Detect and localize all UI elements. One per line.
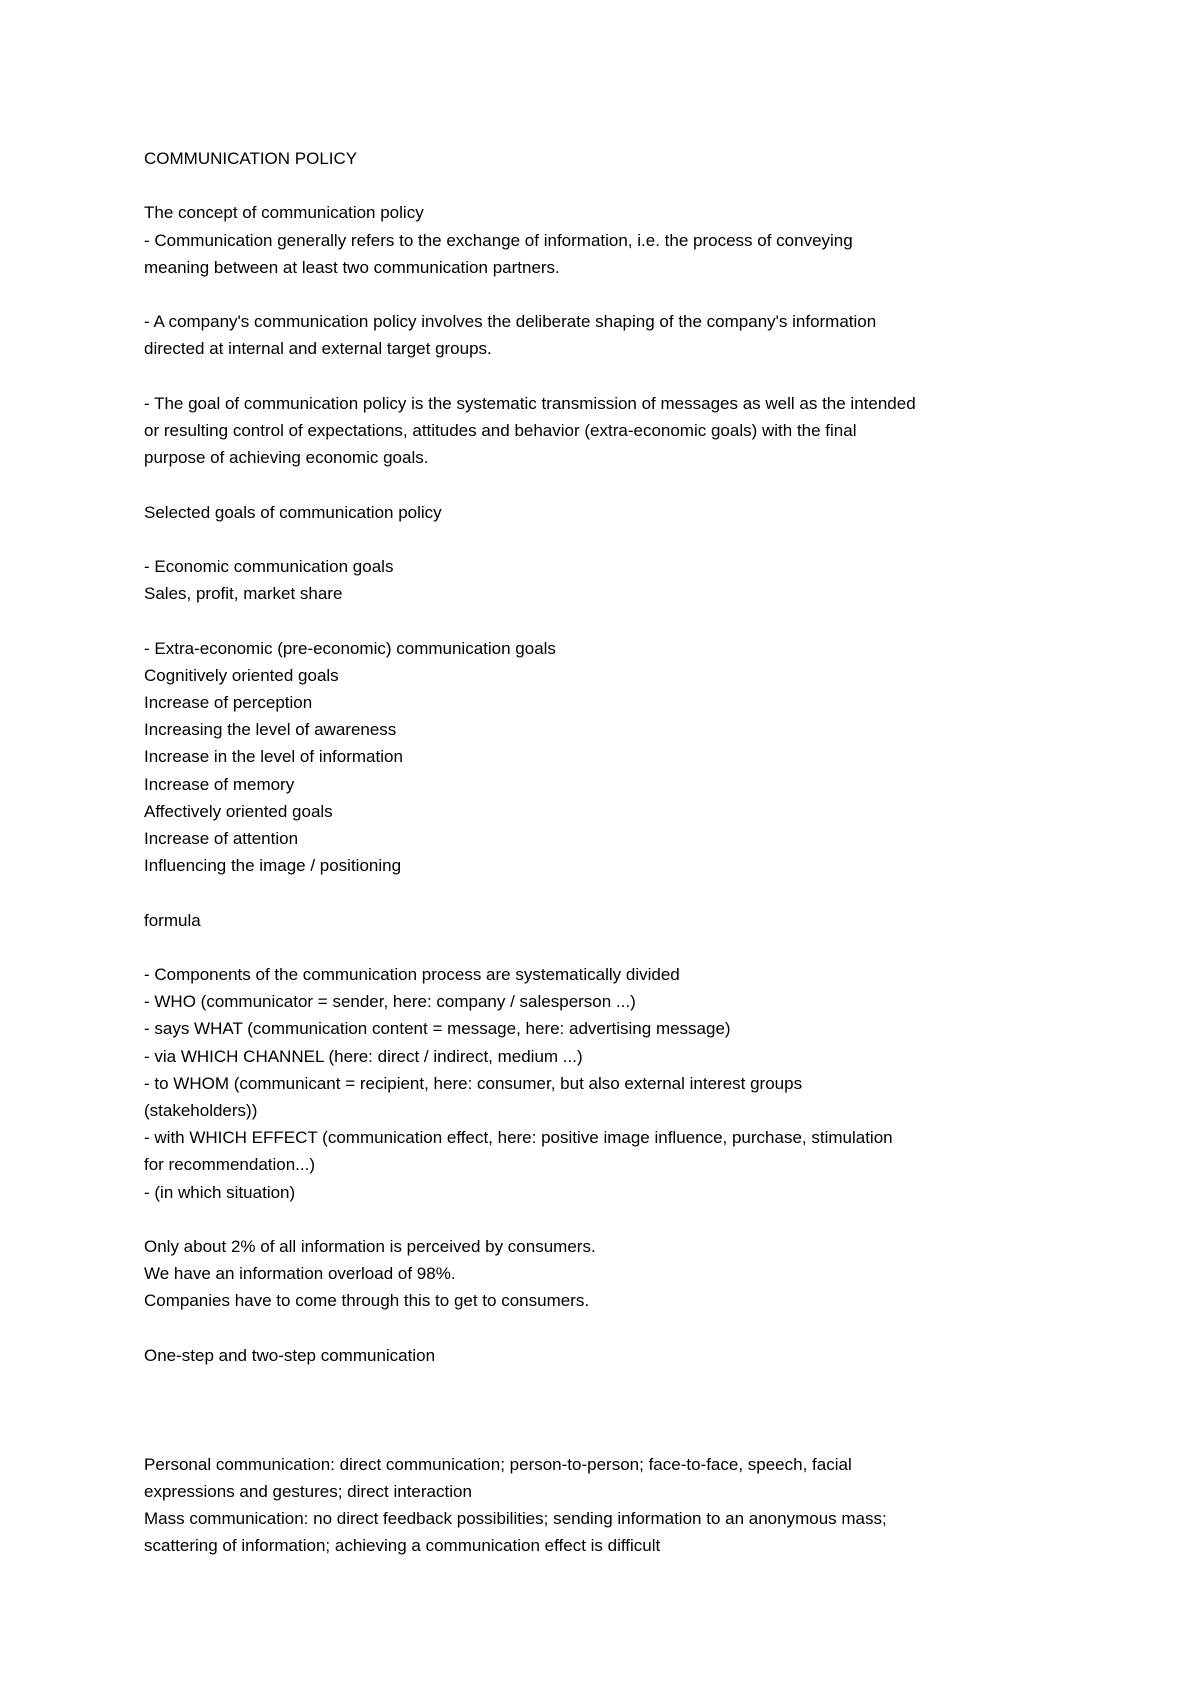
list-item: Cognitively oriented goals [144,665,339,685]
spacer [144,172,1084,199]
document-title: COMMUNICATION POLICY [144,149,358,168]
list-item: - to WHOM (communicant = recipient, here: consumer, but also external interest groups [144,1073,803,1093]
spacer [144,1369,1084,1451]
paragraph-line: Mass communication: no direct feedback possibilities; sending information to an anonymous mass; [144,1508,887,1528]
paragraph-line: Companies have to come through this to get to consumers. [144,1291,590,1311]
concept-heading: The concept of communication policy [144,203,424,223]
paragraph-line: purpose of achieving economic goals. [144,448,429,468]
paragraph-line: expressions and gestures; direct interaction [144,1481,472,1501]
paragraph-line: Personal communication: direct communication; person-to-person; face-to-face, speech, facial [144,1454,852,1474]
steps-heading: One-step and two-step communication [144,1345,436,1365]
list-item: (stakeholders)) [144,1100,258,1120]
spacer [144,1315,1084,1342]
spacer [144,471,1084,498]
list-item: Influencing the image / positioning [144,856,402,876]
list-item: - WHO (communicator = sender, here: company / salesperson ...) [144,992,636,1012]
spacer [144,607,1084,634]
list-item: - via WHICH CHANNEL (here: direct / indirect, medium ...) [144,1046,583,1066]
list-item: for recommendation...) [144,1155,316,1175]
list-item: Increasing the level of awareness [144,720,397,740]
spacer [144,526,1084,553]
paragraph-line: or resulting control of expectations, attitudes and behavior (extra-economic goals) with the final [144,420,857,440]
list-item: - says WHAT (communication content = message, here: advertising message) [144,1019,731,1039]
spacer [144,879,1084,906]
spacer [144,1206,1084,1233]
goals-heading: Selected goals of communication policy [144,502,442,522]
paragraph-line: scattering of information; achieving a communication effect is difficult [144,1536,661,1556]
list-item: - Components of the communication process are systematically divided [144,964,680,984]
list-item: Increase of memory [144,774,295,794]
paragraph-line: - The goal of communication policy is the systematic transmission of messages as well as the intended [144,393,916,413]
paragraph-line: Only about 2% of all information is perceived by consumers. [144,1236,596,1256]
list-item: Sales, profit, market share [144,584,343,604]
list-item: Increase of attention [144,828,299,848]
paragraph-line: We have an information overload of 98%. [144,1264,456,1284]
formula-heading: formula [144,910,201,930]
list-item: Affectively oriented goals [144,801,333,821]
paragraph-line: - Communication generally refers to the exchange of information, i.e. the process of conveying [144,230,853,250]
spacer [144,281,1084,308]
list-item: - Extra-economic (pre-economic) communication goals [144,638,556,658]
list-item: Increase of perception [144,692,313,712]
list-item: - with WHICH EFFECT (communication effect, here: positive image influence, purchase, stimulation [144,1128,893,1148]
spacer [144,363,1084,390]
paragraph-line: - A company's communication policy involves the deliberate shaping of the company's information [144,312,877,332]
list-item: - Economic communication goals [144,556,394,576]
paragraph-line: directed at internal and external target groups. [144,339,492,359]
document-body [144,145,1084,1559]
list-item: - (in which situation) [144,1182,296,1202]
paragraph-line: meaning between at least two communication partners. [144,257,560,277]
spacer [144,934,1084,961]
list-item: Increase in the level of information [144,747,403,767]
